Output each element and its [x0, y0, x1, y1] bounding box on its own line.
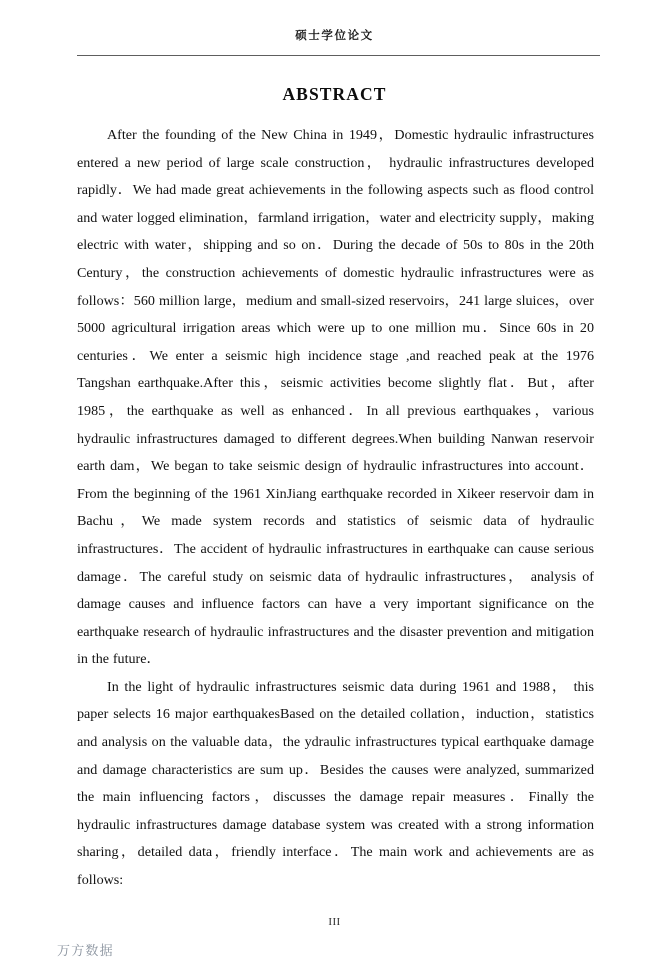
- page-title: ABSTRACT: [282, 84, 387, 104]
- abstract-body: [77, 122, 594, 895]
- header-rule-divider: [77, 55, 600, 56]
- page-header: [0, 26, 669, 44]
- abstract-paragraph-1: After the founding of the New China in 1949，Domestic hydraulic infrastructures entered a new period of large scale construction， hydraulic infrastructures developed rapidly．We had made great achievements in the following aspects such as flood control and water logged elimination，farmland irrigation，water and electricity supply，making electric with water，shipping and so on．During the decade of 50s to 80s in the 20th Century，the construction achievements of domestic hydraulic infrastructures were as follows：560 million large，medium and small-sized reservoirs，241 large sluices，over 5000 agricultural irrigation areas which were up to one million mu．Since 60s in 20 centuries．We enter a seismic high incidence stage ,and reached peak at the 1976 Tangshan earthquake.After this，seismic activities become slightly flat．But，after 1985，the earthquake as well as enhanced．In all previous earthquakes，various hydraulic infrastructures damaged to different degrees.When building Nanwan reservoir earth dam，We began to take seismic design of hydraulic infrastructures into account．From the beginning of the 1961 XinJiang earthquake recorded in Xikeer reservoir dam in Bachu，We made system records and statistics of seismic data of hydraulic infrastructures．The accident of hydraulic infrastructures in earthquake can cause serious damage．The careful study on seismic data of hydraulic infrastructures， analysis of damage causes and influence factors can have a very important significance on the earthquake research of hydraulic infrastructures and the disaster prevention and mitigation in the future．: [77, 127, 594, 668]
- running-header-title: 硕士学位论文: [295, 28, 374, 42]
- abstract-paragraph-2: In the light of hydraulic infrastructures seismic data during 1961 and 1988， this paper selects 16 major earthquakesBased on the detailed collation，induction，statistics and analysis on the valuable data，the ydraulic infrastructures typical earthquake damage and damage characteristics are sum up．Besides the causes were analyzed, summarized the main influencing factors，discusses the damage repair measures．Finally the hydraulic infrastructures damage database system was created with a strong information sharing，detailed data，friendly interface．The main work and achievements are as follows:: [77, 678, 594, 889]
- page-number: III: [328, 916, 341, 928]
- wanfang-watermark: 万方数据: [57, 944, 114, 959]
